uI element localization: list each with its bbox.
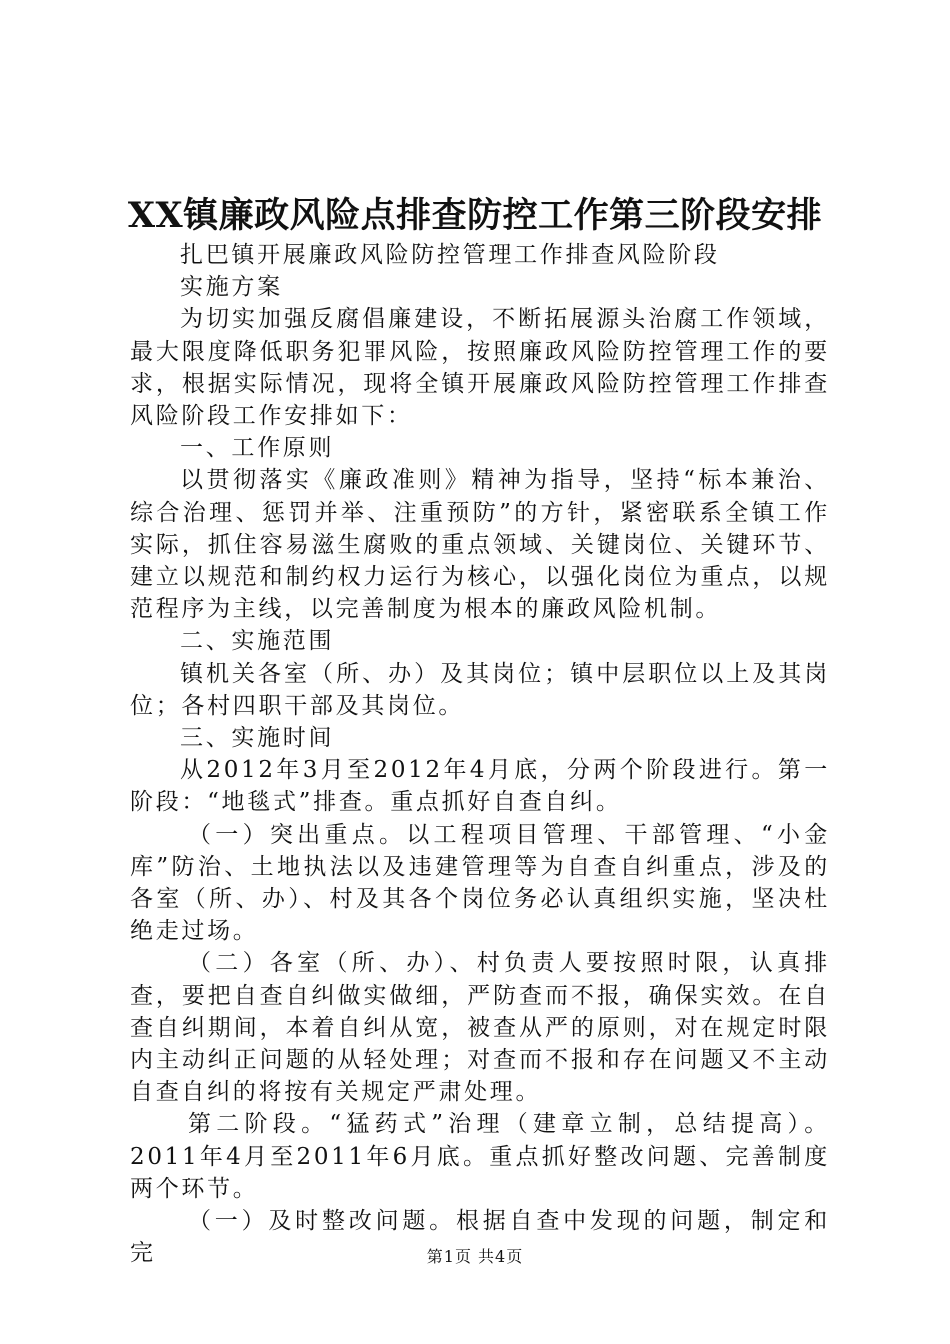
paragraph-principles: 以贯彻落实《廉政准则》精神为指导，坚持“标本兼治、综合治理、惩罚并举、注重预防”的方针，紧密联系全镇工作实际，抓住容易滋生腐败的重点领域、关键岗位、关键环节、建立以规范和制约权力运行为核心，以强化岗位为重点，以规范程序为主线，以完善制度为根本的廉政风险机制。: [130, 467, 830, 623]
document-body: [130, 239, 830, 1270]
paragraph-stage1-item2: （二）各室（所、办）、村负责人要按照时限，认真排查，要把自查自纠做实做细，严防查而不报，确保实效。在自查自纠期间，本着自纠从宽，被查从严的原则，对在规定时限内主动纠正问题的从轻处理；对查而不报和存在问题又不主动自查自纠的将按有关规定严肃处理。: [130, 950, 830, 1106]
paragraph-time: 从2012年3月至2012年4月底，分两个阶段进行。第一阶段：“地毯式”排查。重点抓好自查自纠。: [130, 757, 830, 816]
paragraph-stage2: 第二阶段。“猛药式”治理（建章立制，总结提高）。2011年4月至2011年6月底。重点抓好整改问题、完善制度两个环节。: [130, 1111, 830, 1202]
paragraph-scope: 镇机关各室（所、办）及其岗位；镇中层职位以上及其岗位；各村四职干部及其岗位。: [130, 660, 830, 719]
paragraph-stage1-item1: （一）突出重点。以工程项目管理、干部管理、“小金库”防治、土地执法以及违建管理等为自查自纠重点，涉及的各室（所、办）、村及其各个岗位务必认真组织实施，坚决杜绝走过场。: [130, 821, 830, 945]
section-heading-scope: 二、实施范围: [180, 628, 335, 655]
subtitle-line-2: 实施方案: [180, 274, 283, 301]
paragraph-stage2-item1: （一）及时整改问题。根据自查中发现的问题，制定和完: [130, 1208, 830, 1267]
section-heading-time: 三、实施时间: [180, 725, 335, 752]
section-heading-principles: 一、工作原则: [180, 435, 335, 462]
subtitle-line-1: 扎巴镇开展廉政风险防控管理工作排查风险阶段: [180, 242, 720, 268]
paragraph-intro: 为切实加强反腐倡廉建设，不断拓展源头治腐工作领域，最大限度降低职务犯罪风险，按照廉政风险防控管理工作的要求，根据实际情况，现将全镇开展廉政风险防控管理工作排查风险阶段工作安排如下：: [130, 306, 830, 430]
page-footer: 第1页 共4页: [426, 1247, 524, 1266]
document-title: XX镇廉政风险点排查防控工作第三阶段安排: [127, 195, 823, 236]
